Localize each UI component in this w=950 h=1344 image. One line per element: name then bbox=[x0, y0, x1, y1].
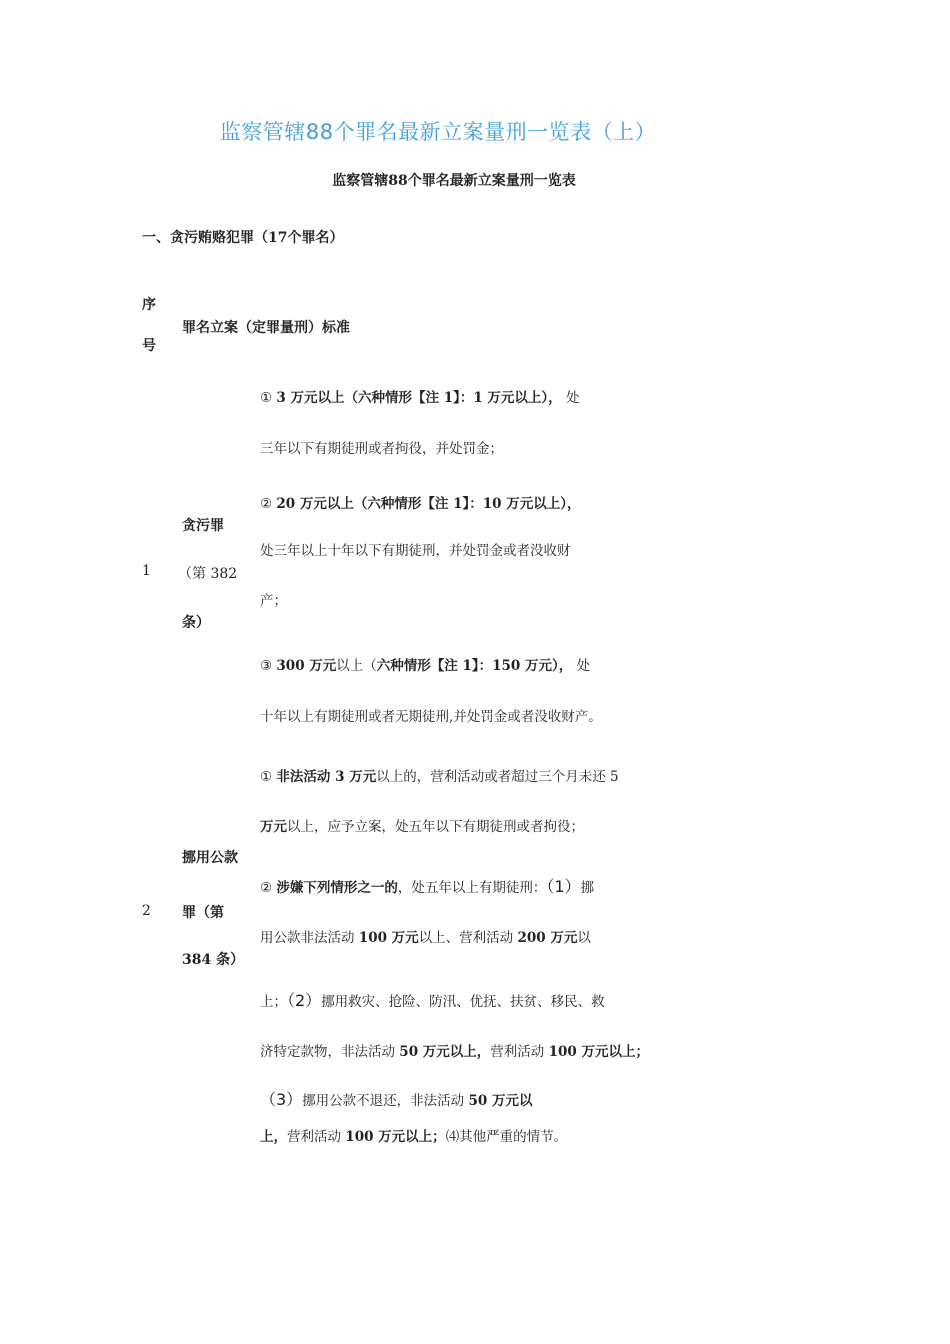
row-1-line-3: ② 20 万元以上（六种情形【注 1】：10 万元以上）， bbox=[260, 496, 581, 512]
row-2-line-4: 用公款非法活动 100 万元以上、营利活动 200 万元以 bbox=[260, 930, 591, 946]
header-standard: 罪名立案（定罪量刑）标准 bbox=[182, 320, 350, 336]
section-heading: 一、贪污贿赂犯罪（17个罪名） bbox=[142, 230, 344, 246]
row-1-crime-name-line-3: 条） bbox=[182, 615, 210, 631]
row-1-crime-name-line-2: （第 382 bbox=[178, 566, 238, 582]
row-2-line-1: ① 非法活动 3 万元以上的，营利活动或者超过三个月未还 5 bbox=[260, 769, 619, 785]
page-title: 监察管辖88个罪名最新立案量刑一览表（上） bbox=[219, 120, 657, 144]
row-1-crime-name-line-1: 贪污罪 bbox=[182, 518, 224, 534]
row-1-number: 1 bbox=[142, 563, 151, 579]
row-2-number: 2 bbox=[142, 903, 151, 919]
row-2-line-2: 万元以上，应予立案，处五年以下有期徒刑或者拘役； bbox=[260, 819, 584, 835]
row-2-line-7: （3）挪用公款不退还，非法活动 50 万元以 bbox=[260, 1090, 533, 1109]
row-2-crime-name-line-2: 罪（第 bbox=[182, 905, 224, 921]
row-1-line-6: ③ 300 万元以上（六种情形【注 1】：150 万元）， 处 bbox=[260, 658, 591, 674]
row-1-line-4: 处三年以上十年以下有期徒刑，并处罚金或者没收财 bbox=[260, 543, 571, 559]
row-1-line-7: 十年以上有期徒刑或者无期徒刑,并处罚金或者没收财产。 bbox=[260, 709, 602, 725]
row-1-line-2: 三年以下有期徒刑或者拘役，并处罚金； bbox=[260, 441, 503, 457]
row-2-line-8: 上，营利活动 100 万元以上；⑷其他严重的情节。 bbox=[260, 1129, 568, 1145]
table-title: 监察管辖88个罪名最新立案量刑一览表 bbox=[332, 173, 576, 189]
header-seq-1: 序 bbox=[142, 297, 156, 313]
row-2-line-6: 济特定款物，非法活动 50 万元以上，营利活动 100 万元以上； bbox=[260, 1044, 649, 1060]
header-seq-2: 号 bbox=[142, 338, 156, 354]
row-2-line-5: 上；（2）挪用救灾、抢险、防汛、优抚、扶贫、移民、救 bbox=[260, 991, 605, 1010]
row-2-crime-name-line-3: 384 条） bbox=[182, 952, 245, 968]
row-1-line-5: 产； bbox=[260, 593, 287, 609]
row-2-crime-name-line-1: 挪用公款 bbox=[182, 850, 238, 866]
row-2-line-3: ② 涉嫌下列情形之一的，处五年以上有期徒刑：（1）挪 bbox=[260, 877, 595, 896]
row-1-line-1: ① 3 万元以上（六种情形【注 1】：1 万元以上）， 处 bbox=[260, 390, 580, 406]
